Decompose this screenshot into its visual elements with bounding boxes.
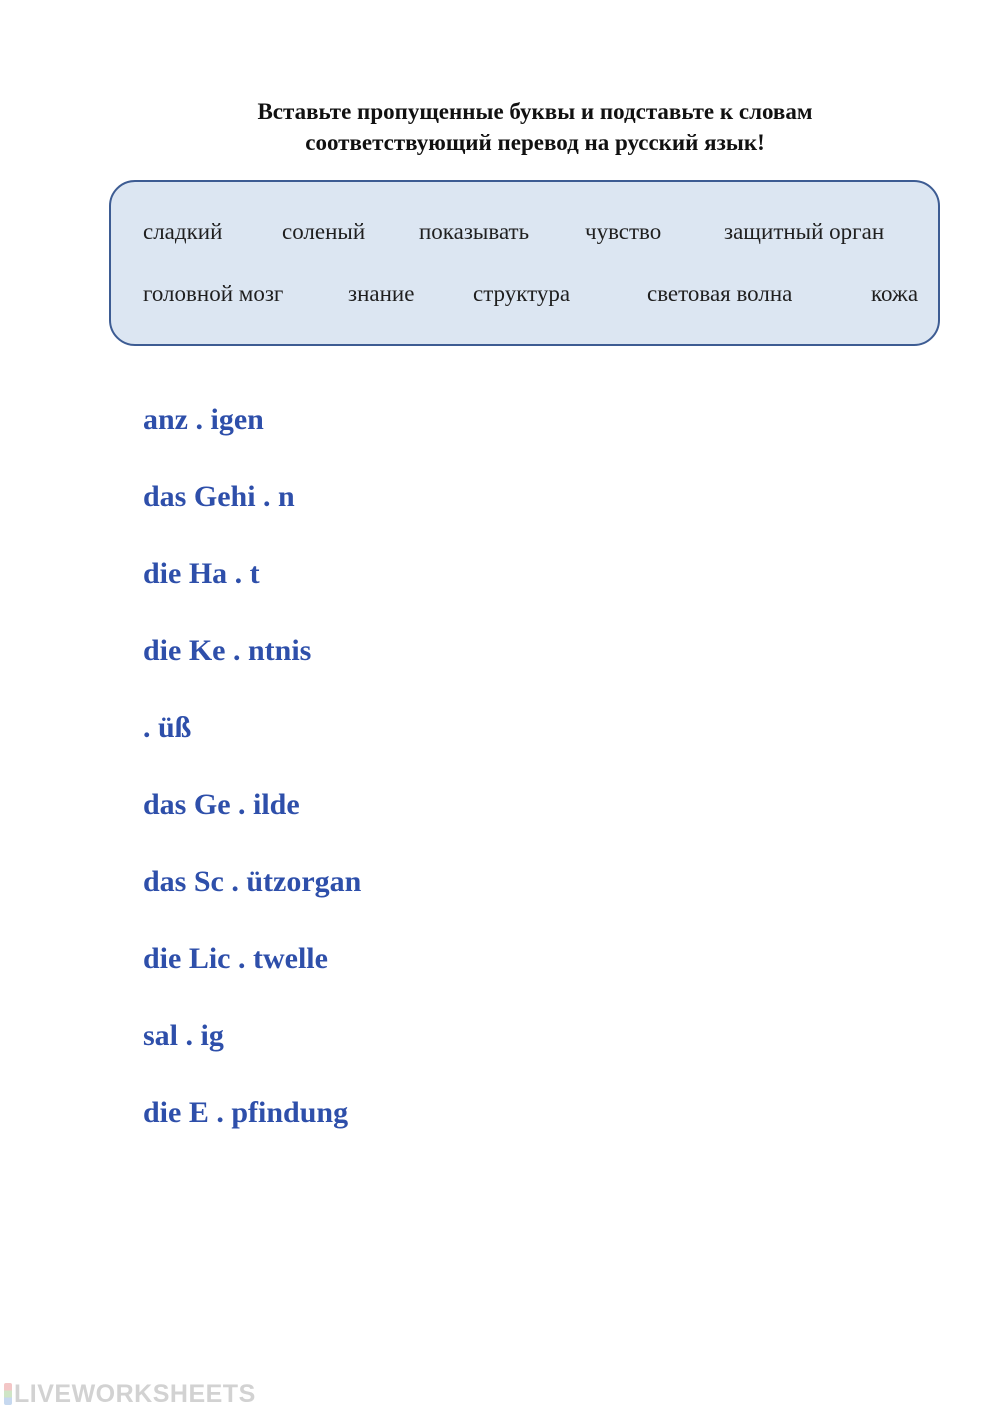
exercise-word: die Lic . twelle <box>143 942 328 975</box>
instructions-heading <box>0 96 1000 158</box>
word-bank-item: кожа <box>871 281 919 306</box>
exercise-word: das Sc . ützorgan <box>143 865 362 898</box>
exercise-word: sal . ig <box>143 1019 224 1052</box>
exercise-word: die E . pfindung <box>143 1096 349 1129</box>
word-bank-item: сладкий <box>143 219 223 244</box>
exercise-word: . üß <box>143 711 192 744</box>
exercise-word: das Ge . ilde <box>143 788 300 821</box>
exercise-word: die Ke . ntnis <box>143 634 312 667</box>
liveworksheets-logo-icon <box>4 1383 12 1405</box>
exercise-word: die Ha . t <box>143 557 260 590</box>
instructions-line-2: соответствующий перевод на русский язык! <box>305 130 765 155</box>
word-bank-item: защитный орган <box>724 219 885 244</box>
exercise-word: anz . igen <box>143 403 264 436</box>
word-bank-item: соленый <box>282 219 366 244</box>
word-bank-box <box>109 180 940 346</box>
exercise-word: das Gehi . n <box>143 480 295 513</box>
word-bank-item: чувство <box>585 219 662 244</box>
word-bank-item: знание <box>348 281 415 306</box>
watermark <box>4 1380 256 1409</box>
word-bank-item: головной мозг <box>143 281 284 306</box>
word-bank-item: структура <box>473 281 571 306</box>
instructions-line-1: Вставьте пропущенные буквы и подставьте к словам <box>257 99 813 124</box>
word-bank-item: показывать <box>419 219 530 244</box>
word-bank-item: световая волна <box>647 281 793 306</box>
watermark-text: LIVEWORKSHEETS <box>14 1380 256 1408</box>
